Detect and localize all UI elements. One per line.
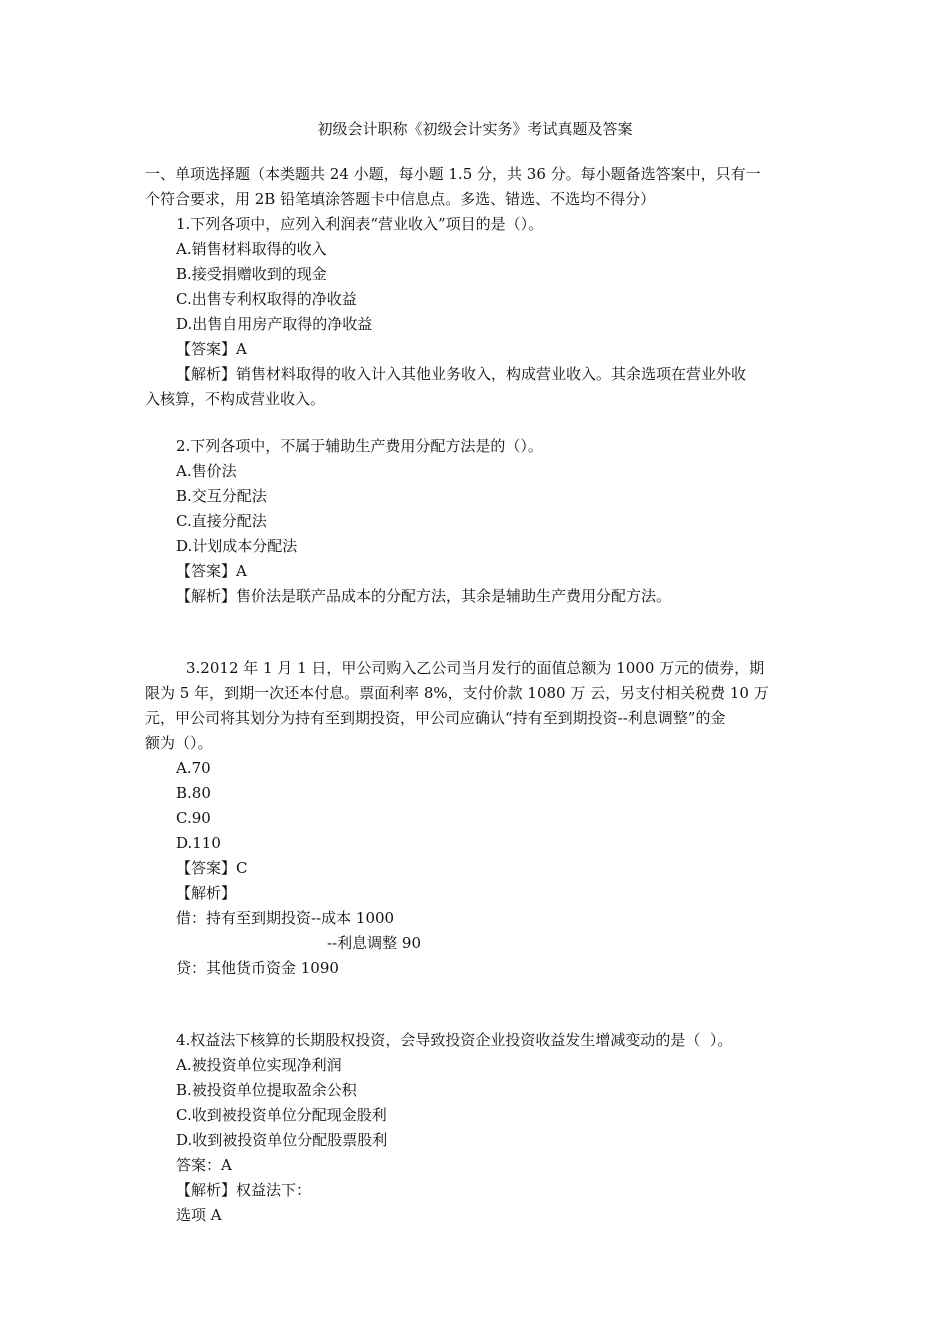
- q1-answer: 【答案】A: [176, 340, 247, 358]
- q3-answer: 【答案】C: [176, 859, 248, 877]
- q2-option-c: C.直接分配法: [176, 512, 267, 530]
- q3-option-c: C.90: [176, 809, 211, 827]
- q2-option-b: B.交互分配法: [176, 487, 267, 505]
- q3-option-b: B.80: [176, 784, 211, 802]
- q4-option-note: 选项 A: [176, 1206, 222, 1224]
- q2-answer: 【答案】A: [176, 562, 247, 580]
- q1-stem: 1.下列各项中，应列入利润表“营业收入”项目的是（）。: [176, 215, 544, 233]
- q1-option-d: D.出售自用房产取得的净收益: [176, 315, 373, 333]
- q1-option-b: B.接受捐赠收到的现金: [176, 265, 327, 283]
- q1-option-a: A.销售材料取得的收入: [176, 240, 327, 258]
- q1-analysis-line-1: 【解析】销售材料取得的收入计入其他业务收入，构成营业收入。其余选项在营业外收: [176, 365, 747, 383]
- q2-option-a: A.售价法: [176, 462, 237, 480]
- q4-option-c: C.收到被投资单位分配现金股利: [176, 1106, 387, 1124]
- document-title: 初级会计职称《初级会计实务》考试真题及答案: [317, 120, 633, 138]
- q2-stem: 2.下列各项中，不属于辅助生产费用分配方法是的（）。: [176, 437, 543, 455]
- section-intro-line-2: 个符合要求，用 2B 铅笔填涂答题卡中信息点。多选、错选、不选均不得分）: [145, 190, 656, 208]
- q2-analysis: 【解析】售价法是联产品成本的分配方法，其余是辅助生产费用分配方法。: [176, 587, 672, 605]
- q3-stem-line-2: 限为 5 年，到期一次还本付息。票面利率 8%，支付价款 1080 万 云，另支付相关税费 10 万: [145, 684, 769, 702]
- q3-stem-line-1: 3.2012 年 1 月 1 日，甲公司购入乙公司当月发行的面值总额为 1000 万元的债券，期: [186, 659, 765, 677]
- section-intro-line-1: 一、单项选择题（本类题共 24 小题，每小题 1.5 分，共 36 分。每小题备选答案中，只有一: [145, 165, 761, 183]
- q4-option-d: D.收到被投资单位分配股票股利: [176, 1131, 388, 1149]
- q4-option-b: B.被投资单位提取盈余公积: [176, 1081, 357, 1099]
- q1-option-c: C.出售专利权取得的净收益: [176, 290, 357, 308]
- q4-stem: 4.权益法下核算的长期股权投资，会导致投资企业投资收益发生增减变动的是（ ）。: [176, 1031, 733, 1049]
- q4-answer: 答案：A: [176, 1156, 232, 1174]
- q4-option-a: A.被投资单位实现净利润: [176, 1056, 342, 1074]
- q3-entry-debit: 借：持有至到期投资--成本 1000: [176, 909, 395, 927]
- q2-option-d: D.计划成本分配法: [176, 537, 298, 555]
- q1-analysis-line-2: 入核算，不构成营业收入。: [145, 390, 326, 408]
- q3-stem-line-4: 额为（）。: [145, 734, 213, 752]
- q3-analysis-label: 【解析】: [176, 884, 237, 902]
- q3-stem-line-3: 元，甲公司将其划分为持有至到期投资，甲公司应确认“持有至到期投资--利息调整”的金: [145, 709, 726, 727]
- q3-option-a: A.70: [176, 759, 211, 777]
- q3-entry-debit-sub: --利息调整 90: [327, 934, 421, 952]
- q3-option-d: D.110: [176, 834, 221, 852]
- q3-entry-credit: 贷：其他货币资金 1090: [176, 959, 339, 977]
- q4-analysis: 【解析】权益法下：: [176, 1181, 312, 1199]
